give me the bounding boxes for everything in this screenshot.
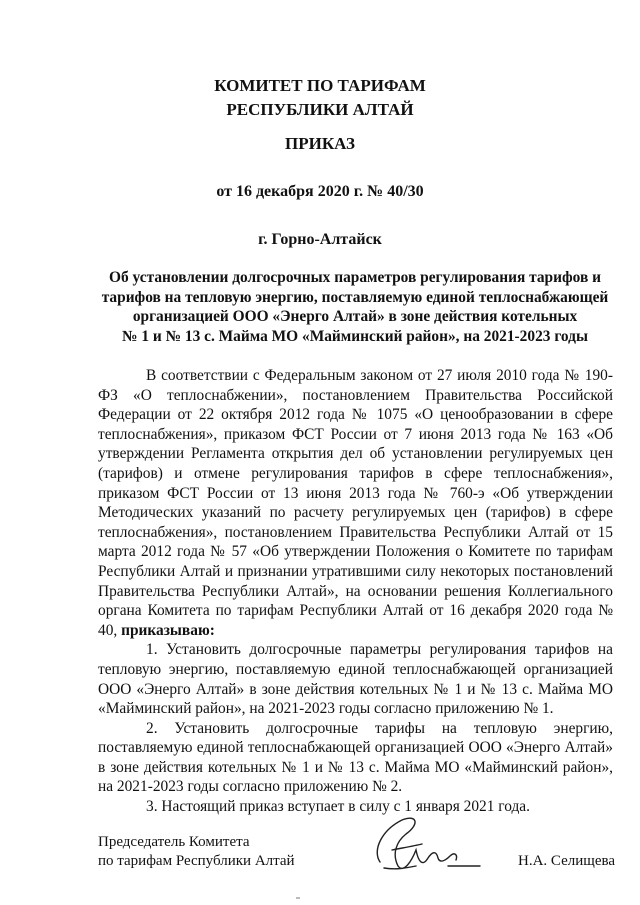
document-title [100,268,610,346]
order-item-3: 3. Настоящий приказ вступает в силу с 1 января 2021 года. [146,798,530,816]
org-name-line2: РЕСПУБЛИКИ АЛТАЙ [226,100,414,119]
scan-speck [296,897,300,899]
document-city: г. Горно-Алтайск [258,231,382,248]
org-name-line1: КОМИТЕТ ПО ТАРИФАМ [214,76,426,95]
document-body [98,366,613,817]
signatory-name: Н.А. Селищева [518,853,616,869]
title-line: № 1 и № 13 с. Майма МО «Майминский район», на 2021-2023 годы [122,327,588,345]
preamble-paragraph [98,366,613,640]
title-line: тарифов на тепловую энергию, поставляемую единой теплоснабжающей [101,288,609,306]
title-line: организацией ООО «Энерго Алтай» в зоне действия котельных [132,308,578,325]
handwritten-signature [362,810,482,880]
order-item-2: 2. Установить долгосрочные тарифы на тепловую энергию, поставляемую единой теплоснабжающей организацией ООО «Энерго Алтай» в зоне действия котельных № 1 и № 13 с. Майма МО «Майминский район», на 2021-2023 годы согласно приложению № 2. [98,719,613,796]
signatory-position [98,833,295,871]
document-date-number: от 16 декабря 2020 г. № 40/30 [216,183,424,200]
order-word: приказываю: [121,621,215,639]
signatory-position-line2: по тарифам Республики Алтай [98,853,295,869]
signatory-position-line1: Председатель Комитета [98,834,250,850]
preamble-text: В соответствии с Федеральным законом от 27 июля 2010 года № 190-ФЗ «О теплоснабжении», постановлением Правительства Российской Федерации от 22 октября 2012 года № 1075 «О ценообразовании в сфере теплоснабжения», приказом ФСТ России от 7 июня 2013 года № 163 «Об утверждении Регламента открытия дел об установлении регулируемых цен (тарифов) и отмене регулирования тарифов в сфере теплоснабжения», приказом ФСТ России от 13 июня 2013 года № 760-э «Об утверждении Методических указаний по расчету регулируемых цен (тарифов) в сфере теплоснабжения», постановлением Правительства Республики Алтай от 15 марта 2012 года № 57 «Об утверждении Положения о Комитете по тарифам Республики Алтай и признании утратившими силу некоторых постановлений Правительства Республики Алтай», на основании решения Коллегиального органа Комитета по тарифам Республики Алтай от 16 декабря 2020 года № 40, [98,367,613,639]
order-item-1: 1. Установить долгосрочные параметры регулирования тарифов на тепловую энергию, поставляемую единой теплоснабжающей организацией ООО «Энерго Алтай» в зоне действия котельных № 1 и № 13 с. Майма МО «Майминский район», на 2021-2023 годы согласно приложению № 1. [98,641,613,718]
document-type: ПРИКАЗ [285,134,355,153]
title-line: Об установлении долгосрочных параметров регулирования тарифов и [109,269,601,286]
